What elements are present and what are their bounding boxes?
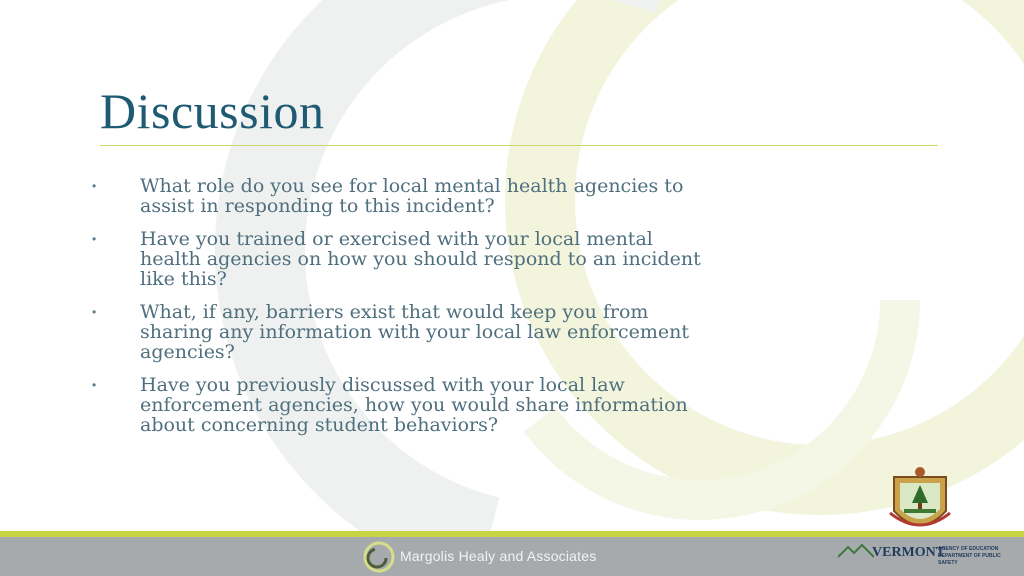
vermont-agency-education: AGENCY OF EDUCATION bbox=[938, 546, 999, 552]
question-text: Have you previously discussed with your local law enforcement agencies, how you would share information about concerning student behaviors? bbox=[140, 374, 688, 436]
list-item bbox=[92, 302, 712, 362]
vermont-agency-public-safety: DEPARTMENT OF PUBLIC SAFETY bbox=[938, 553, 1001, 566]
slide-title: Discussion bbox=[100, 83, 325, 139]
question-text: Have you trained or exercised with your local mental health agencies on how you should respond to an incident like this? bbox=[140, 228, 701, 290]
bullet-icon: • bbox=[92, 378, 97, 392]
margolis-healy-logo-icon bbox=[362, 540, 396, 574]
list-item bbox=[92, 176, 712, 216]
question-text: What role do you see for local mental health agencies to assist in responding to this incident? bbox=[140, 175, 684, 217]
vermont-wordmark: VERMONT bbox=[872, 545, 946, 560]
bullet-icon: • bbox=[92, 232, 97, 246]
discussion-question-list bbox=[92, 176, 712, 448]
title-divider bbox=[100, 145, 938, 146]
vermont-mountains-icon bbox=[838, 544, 874, 558]
footer-organization-name: Margolis Healy and Associates bbox=[400, 548, 597, 564]
vermont-agency-labels bbox=[938, 546, 1018, 567]
list-item bbox=[92, 229, 712, 289]
list-item bbox=[92, 375, 712, 435]
question-text: What, if any, barriers exist that would keep you from sharing any information with your local law enforcement agencies? bbox=[140, 301, 690, 363]
bullet-icon: • bbox=[92, 179, 97, 193]
bullet-icon: • bbox=[92, 305, 97, 319]
vermont-seal-icon bbox=[886, 463, 954, 539]
